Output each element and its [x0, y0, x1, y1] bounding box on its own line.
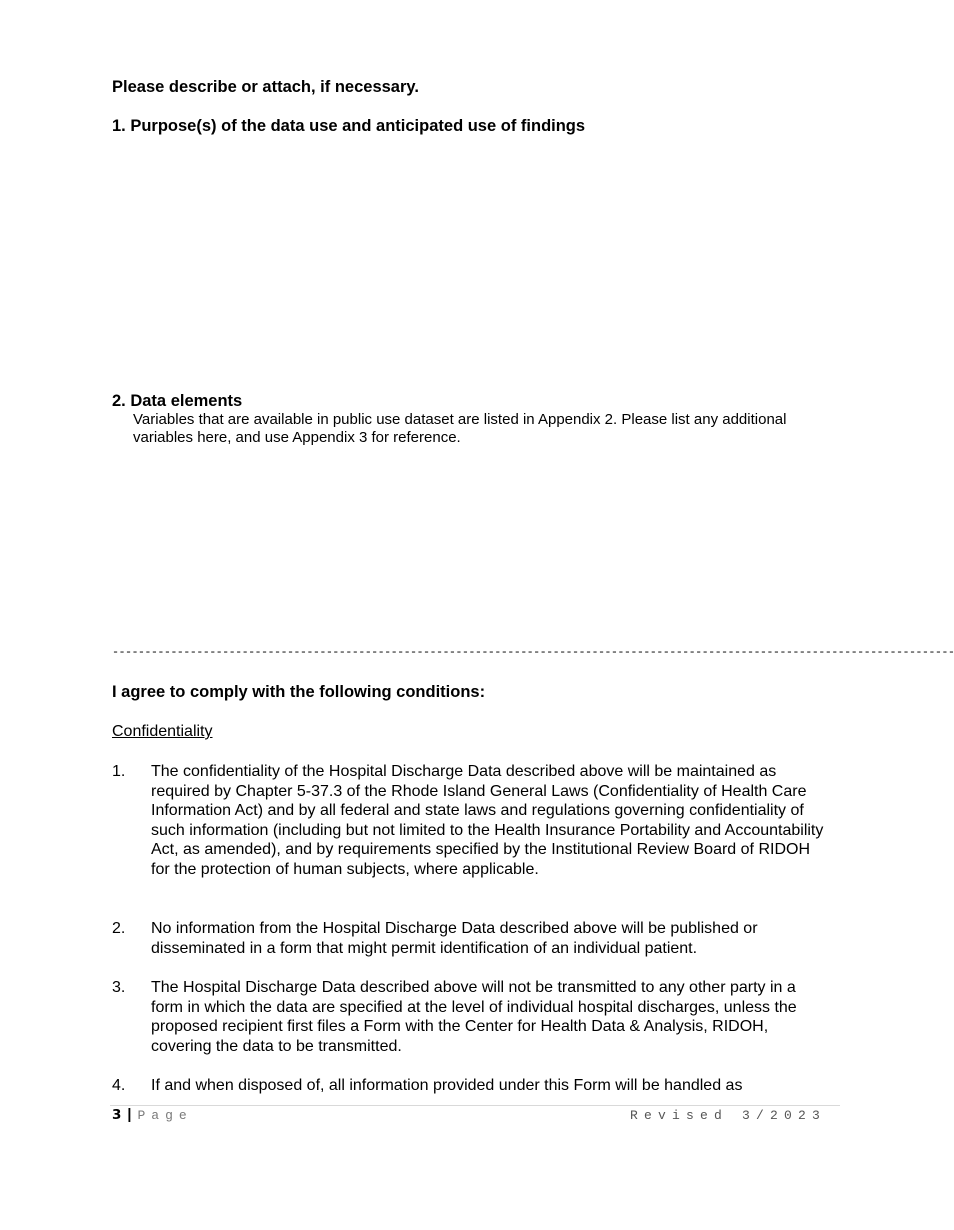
section-1-title: 1. Purpose(s) of the data use and anticipated use of findings	[112, 117, 586, 135]
condition-number: 2.	[112, 920, 126, 937]
condition-text: If and when disposed of, all information provided under this Form will be handled as	[151, 1077, 743, 1094]
section-2-title: 2. Data elements	[112, 392, 243, 410]
condition-number: 3.	[112, 979, 126, 996]
condition-number: 1.	[112, 763, 126, 780]
confidentiality-subheading: Confidentiality	[112, 723, 213, 740]
condition-text: The Hospital Discharge Data described above will not be transmitted to any other party in a form in which the data are specified at the level of individual hospital discharges, unless the proposed recipient first files a Form with the Center for Health Data & Analysis, RIDOH, covering the data to be transmitted.	[151, 979, 797, 1055]
intro-heading: Please describe or attach, if necessary.	[112, 78, 419, 96]
footer-rule	[110, 1105, 840, 1106]
page-number: 3	[112, 1107, 122, 1123]
divider-line: ----------------------------------------------------------------------------------------------------------------------------------	[112, 645, 954, 659]
condition-number: 4.	[112, 1077, 126, 1094]
section-2-description: Variables that are available in public use dataset are listed in Appendix 2. Please list any additional variables here, and use Appendix 3 for reference.	[133, 411, 787, 446]
condition-text: The confidentiality of the Hospital Discharge Data described above will be maintained as required by Chapter 5-37.3 of the Rhode Island General Laws (Confidentiality of Health Care Information Act) and by all federal and state laws and regulations governing confidentiality of such information (including but not limited to the Health Insurance Portability and Accountability Act, as amended), and by requirements specified by the Institutional Review Board of RIDOH for the protection of human subjects, where applicable.	[151, 763, 824, 878]
condition-text: No information from the Hospital Discharge Data described above will be published or disseminated in a form that might permit identification of an individual patient.	[151, 920, 758, 957]
footer-page-info	[112, 1107, 193, 1123]
page-label: Page	[137, 1108, 193, 1123]
revised-date: Revised 3/2023	[629, 1108, 826, 1123]
footer-separator: |	[127, 1107, 132, 1123]
agreement-heading: I agree to comply with the following conditions:	[112, 683, 486, 701]
